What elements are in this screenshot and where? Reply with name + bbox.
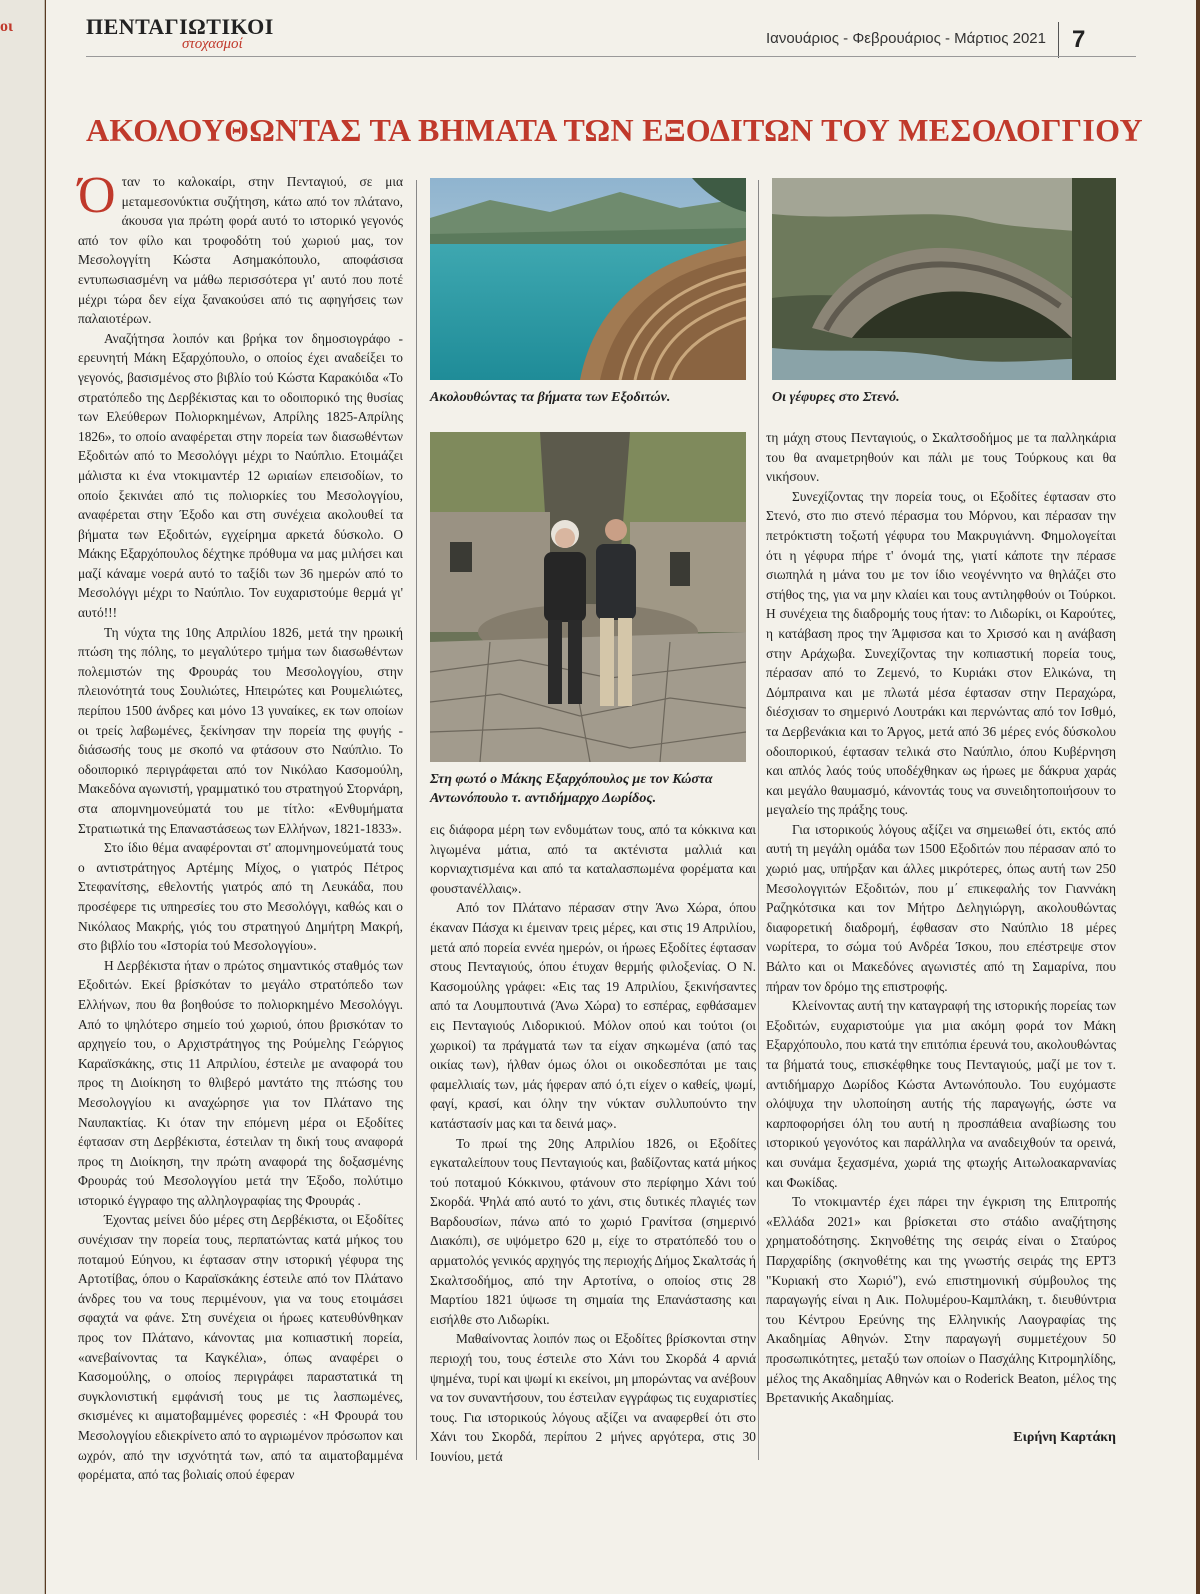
paragraph: Μαθαίνοντας λοιπόν πως οι Εξοδίτες βρίσκονται στην περιοχή του, τους έστειλε στο Χάνι του Σκορδά 4 αρνιά ψημένα, τυρί και ψωμί κι εκείνοι, μη μπορώντας να ανέβουν να τον συναντήσουν, του έστειλαν εγγράφως τις ευχαριστίες τους. Για ιστορικούς λόγους αξίζει να αναφερθεί ότι στο Χάνι του Σκορδά, περίπου 2 μήνες αργότερα, στις 30 Ιουνίου, μετά bbox=[430, 1331, 756, 1464]
village-square-portrait-image bbox=[430, 432, 746, 762]
adjacent-page-fragment: οι bbox=[0, 18, 13, 35]
bridge-photo-caption: Οι γέφυρες στο Στενό. bbox=[772, 390, 900, 405]
header-separator bbox=[1058, 22, 1059, 58]
page-number: 7 bbox=[1072, 26, 1086, 53]
masthead bbox=[86, 14, 274, 52]
paragraph: Το πρωί της 20ης Απριλίου 1826, οι Εξοδίτες εγκαταλείπουν τους Πενταγιούς και, βαδίζοντας κατά μήκος τού ποταμού Κόκκινου, φτάνουν στο περίφημο Χάνι τού Σκορδά. Ψηλά από αυτό το χάνι, στις δυτικές πλαγιές των Βαρδουσίων, πάνω από το χωριό Γρανίτσα (σημερινό Διακόπι), σε υψόμετρο 620 μ, είχε το στρατόπεδό του ο αρματολός γενικός αρχηγός της περιοχής Δήμος Σκαλτσάς ή Σκαλτσοδήμος, από την Αρτοτίνα, ο οποίος στις 28 Μαρτίου 1821 ύψωσε τη σημαία της Επανάστασης και εισήλθε στο Λιδωρίκι. bbox=[430, 1135, 756, 1327]
paragraph: Στο ίδιο θέμα αναφέρονται στ' απομνημονεύματά τους ο αντιστράτηγος Αρτέμης Μίχος, ο γιατρός Πέτρος Στεφανίτσης, εθελοντής γιατρός από τη Λευκάδα, που προσέφερε τις υπηρεσίες του στο Μεσολόγγι, καθώς και ο Νικόλαος Μακρής, γιός του στρατηγού Δημήτρη Μακρή, στο βιβλίο του «Ιστορία τού Μεσολογγίου». bbox=[78, 840, 403, 954]
masthead-brand: ΠΕΝΤΑΓΙΩΤΙΚΟΙ bbox=[86, 14, 274, 39]
paragraph: Αναζήτησα λοιπόν και βρήκα τον δημοσιογράφο - ερευνητή Μάκη Εξαρχόπουλο, ο οποίος έχει αναδείξει το γεγονός, βασισμένος στο βιβλίο τού Κώστα Καρακόιδα «Το στρατόπεδο της Δερβέκιστας και το οδοιπορικό της θυσίας των Ελεύθερων Πολιορκημένων, Απρίλης 1825-Απρίλης 1826», το οποίο αναφέρεται στην πορεία των διασωθέντων Εξοδιτών από το Μεσολόγγι μέχρι το Ναύπλιο. Ετοιμάζει μάλιστα κι ένα ντοκιμαντέρ 12 ωριαίων επεισοδίων, το οποίο ξεκινάει από τις πολιορκίες του Μεσολογγίου, αναφέρεται στην Έξοδο και στη συνέχεια ακολουθεί τα βήματα των Εξοδιτών, εγχείρημα αρκετά δύσκολο. Ο Μάκης Εξαρχόπουλος δέχτηκε πρόθυμα να μας μιλήσει και μαζί κάναμε νοερά αυτό το ταξίδι των 36 ημερών από το Μεσολόγγι μέχρι το Ναύπλιο. Τον ευχαριστούμε θερμά γι' αυτό!!! bbox=[78, 330, 403, 621]
paragraph: εις διάφορα μέρη των ενδυμάτων τους, από τα κόκκινα και λιγωμένα μάτια, από τα ακτένιστα μαλλιά και κορνιαχτισμένα και από τα καταλασπωμένα φορέματα και φουστανέλλαις». bbox=[430, 822, 756, 896]
text-column-1 bbox=[78, 167, 403, 1485]
paragraph-text: ταν το καλοκαίρι, στην Πενταγιού, σε μια μεταμεσονύκτια συζήτηση, κάτω από τον πλάτανο, άκουσα για πρώτη φορά αυτό το ιστορικό γεγονός από τον φίλο και τροφοδότη τού χωριού μας, τον Μεσολογγίτη Κώστα Ασημακόπουλο, αποφάσισα εντυπωσιασμένη να μάθω περισσότερα γι' αυτό που ποτέ μέχρι τώρα δεν είχα ξανακούσει από τις αφηγήσεις των παλαιοτέρων. bbox=[78, 174, 403, 327]
people-photo-caption: Στη φωτό ο Μάκης Εξαρχόπουλος με τον Κώστα Αντωνόπουλο τ. αντιδήμαρχο Δωρίδος. bbox=[430, 772, 713, 806]
text-column-3 bbox=[766, 428, 1116, 1408]
column-rule bbox=[416, 180, 417, 1460]
article-headline: ΑΚΟΛΟΥΘΩΝΤΑΣ ΤΑ ΒΗΜΑΤΑ ΤΩΝ ΕΞΟΔΙΤΩΝ ΤΟΥ ΜΕΣΟΛΟΓΓΙΟΥ bbox=[86, 112, 1143, 148]
paragraph: Έχοντας μείνει δύο μέρες στη Δερβέκιστα, οι Εξοδίτες συνέχισαν την πορεία τους, περπατώντας κατά μήκος του ποταμού Εύηνου, κι έφτασαν στην ιστορική γέφυρα της Αρτοτίβας, όπου ο Καραϊσκάκης έστειλε από τον Πλάτανο άνδρες του να τους περιμένουν, για να τους ετοιμάσει σφαχτά να φάνε. Στη συνέχεια οι ήρωες κατευθύνθηκαν προς τον Πλάτανο, κάνοντας μια κοπιαστική πορεία, «ανεβαίνοντας τα Καγκέλια», όπως αναφέρει ο Κασομούλης, ο οποίος περιγράφει παραστατικά τη συγκλονιστική εμφάνισή τους με τις λασπωμένες, σκισμένες κι αιματοβαμμένες φορεσιές : «Η Φρουρά του Μεσολογγίου εδιεκρίνετο από το αγριωμένον πρόσωπον και ωχρόν, από την ισχνότητά των, από τα αιματοβαμμένα φορέματα, από τας βολιαίς οπού έφεραν bbox=[78, 1212, 403, 1483]
paragraph: Κλείνοντας αυτή την καταγραφή της ιστορικής πορείας των Εξοδιτών, ευχαριστούμε για μια ακόμη φορά τον Μάκη Εξαρχόπουλο, που κατά την επιτόπια έρευνά του, ακολουθώντας τα βήματά τους, επισκέφθηκε τους Πενταγιούς, μαζί με τον τ. αντιδήμαρχο Δωρίδος Κώστα Αντωνόπουλο. Του ευχόμαστε ολόψυχα την υλοποίηση αυτής τής παραγωγής, ώστε να καρποφορήσει όλη του αυτή η προσπάθεια αναβίωσης του ιστορικού γεγονότος και παράλληλα να αναδειχθούν τα ορεινά, και συνάμα ξεχασμένα, χωριά της φτωχής Αιτωλοακαρνανίας και Φωκίδας. bbox=[766, 998, 1116, 1190]
text-column-2 bbox=[430, 820, 756, 1467]
paragraph: Τη νύχτα της 10ης Απριλίου 1826, μετά την ηρωική πτώση της πόλης, το μεγαλύτερο τμήμα των διασωθέντων πολεμιστών της Φρουράς του Μεσολογγίου, στην πλειονότητά τους Σουλιώτες, Ηπειρώτες και Ρουμελιώτες, περίπου 1500 άνδρες και μόνο 13 γυναίκες, εκ των οποίων οι τρείς λαβωμένες, ξεκίνησαν την πορεία της φυγής - διάσωσής τους με σκοπό να φτάσουν στο Ναύπλιο. Το οδοιπορικό περιγράφεται από τον Νικόλαο Κασομούλη, Μακεδόνα αγωνιστή, γραμματικό του στρατηγού Στορνάρη, στα απομνημονεύματά του με τίτλο: «Ενθυμήματα Στρατιωτικά της Επαναστάσεως των Ελλήνων, 1821-1833». bbox=[78, 624, 403, 836]
paragraph: Συνεχίζοντας την πορεία τους, οι Εξοδίτες έφτασαν στο Στενό, στο πιο στενό πέρασμα του Μόρνου, και πέρασαν την πετρόκτιστη τοξωτή γέφυρα του Μακρυγιάννη. Φημολογείται ότι η γέφυρα πήρε τ' όνομά της, γιατί κάποτε την πέρασε σιωπηλά η μάνα του με τον ίδιο νεογέννητο να θηλάζει στο στήθος της, για να μην κλαίει και τους αντιληφθούν οι Τούρκοι. Η συνέχεια της διαδρομής τους ήταν: το Λιδωρίκι, οι Καρούτες, η κατάβαση προς την Άμφισσα και το Χρισσό και η ανάβαση στην Αράχωβα. Συνεχίζοντας την κοπιαστική πορεία τους, πέρασαν από το Ζεμενό, το Κυριάκι στον Ελικώνα, τη Δόμπραινα και με πλωτά μέσα έφτασαν στην Περαχώρα, διέσχισαν το σημερινό Λουτράκι και περνώντας από τον Ισθμό, τα Δερβενάκια και το Άργος, μετά από 36 μέρες ενός δύσκολου οδοιπορικού, έφτασαν τελικά στο Ναύπλιο, όπου Κυβέρνηση και απλός λαός τούς υποδέχθηκαν ως ήρωες με δάκρυα χαράς και μεγάλο θαυμασμό, κάνοντάς τους να συνειδητοποιήσουν το μεγαλείο της πράξης τους. bbox=[766, 488, 1116, 818]
bridge-photo bbox=[772, 178, 1116, 380]
stone-bridge-image bbox=[772, 178, 1116, 380]
paragraph: Από τον Πλάτανο πέρασαν στην Άνω Χώρα, όπου έκαναν Πάσχα κι έμειναν τρεις μέρες, και στις 19 Απριλίου, μετά από πορεία εννέα ημερών, οι ήρωες Εξοδίτες έφτασαν στους Πενταγιούς, όπου έτυχαν θερμής φιλοξενίας. Ο Ν. Κασομούλης γράφει: «Εις τας 19 Απριλίου, ξεκινήσαντες από τα Λουμπουτινά (Άνω Χώρα) το εσπέρας, εφθάσαμεν εις Πενταγιούς Λιδορικιού. Μόλον οπού και τούτοι (οι χωρικοί) τα πράγματά των τα είχαν σηκωμένα (από τας οικίας των), ήλθαν όμως όλοι οι οικοδεσπόται με ταις φαμελλιαίς των, μάς ήφεραν από ό,τι είχεν ο καθείς, ψωμί, φαγί, κρασί, και όλην την νύκταν συλλυπούντο την κατάστασίν μας και τα δεινά μας». bbox=[430, 900, 756, 1131]
author-signature: Ειρήνη Καρτάκη bbox=[1013, 1430, 1116, 1445]
lake-photo-caption: Ακολουθώντας τα βήματα των Εξοδιτών. bbox=[430, 390, 671, 405]
lake-photo bbox=[430, 178, 746, 380]
newspaper-page bbox=[46, 0, 1196, 1594]
lake-landscape-image bbox=[430, 178, 746, 380]
paragraph bbox=[78, 167, 403, 329]
column-rule bbox=[758, 180, 759, 1460]
paragraph: Η Δερβέκιστα ήταν ο πρώτος σημαντικός σταθμός των Εξοδιτών. Εκεί βρίσκόταν το μεγάλο στρατόπεδο των Ελλήνων, που θα βοηθούσε το πολιορκημένο Μεσολόγγι. Από το ψηλότερο σημείο τού χωριού, όπου βρισκόταν το αρχηγείο του, ο Αρχιστράτηγος της Ρούμελης Γεώργιος Καραϊσκάκης, στις 11 Απριλίου, έστειλε με αναφορά του προς τη Διοίκηση το θλιβερό μαντάτο της πτώσης του Μεσολογγίου κι αναχώρησε για τον Πλάτανο της Ναυπακτίας. Κι όταν την επόμενη μέρα οι Εξοδίτες έφτασαν στη Δερβέκιστα, έστειλαν τη δική τους αναφορά προς τη Διοίκηση, την πρώτη αναφορά της δοξασμένης Φρουράς τού Μεσολογγίου μετά την Έξοδο, πολύτιμο ιστορικό έγγραφο της αλληλογραφίας της Φρουράς . bbox=[78, 957, 403, 1208]
paragraph: Για ιστορικούς λόγους αξίζει να σημειωθεί ότι, εκτός από αυτή τη μεγάλη ομάδα των 1500 Εξοδιτών που πέρασαν από το χωριό μας, υπήρξαν και άλλες μικρότερες, όπως αυτή των 250 Μεσολογγιτών Εξοδιτών, που μ΄ επικεφαλής τον Γιαννάκη Ραζηκότσικα και τον Μήτρο Δεληγιώργη, ακολουθώντας διαφορετική διαδρομή, έφθασαν στο Ναύπλιο 18 μέρες νωρίτερα, το σώμα τού Ανδρέα Ίσκου, που επέστρεψε στον Βάλτο και οι Μακεδόνες αγωνιστές από τη Σαμαρίνα, που πήραν τον δρόμο της επιστροφής. bbox=[766, 821, 1116, 994]
people-photo bbox=[430, 432, 746, 762]
header-rule bbox=[86, 56, 1136, 57]
issue-date: Ιανουάριος - Φεβρουάριος - Μάρτιος 2021 bbox=[766, 30, 1046, 47]
masthead-subtitle: στοχασμοί bbox=[182, 36, 243, 52]
paragraph: Το ντοκιμαντέρ έχει πάρει την έγκριση της Επιτροπής «Ελλάδα 2021» και βρίσκεται στο στάδιο αναζήτησης χρηματοδότησης. Σκηνοθέτης της σειράς είναι ο Σταύρος Παρχαρίδης (σκηνοθέτης και της γνωστής σειράς της ΕΡΤ3 "Κυριακή στο Χωριό"), ενώ επιστημονική σύμβουλος της παραγωγής είναι η Αικ. Πολυμέρου-Καμπλάκη, τ. διευθύντρια του Κέντρου Ερεύνης της Ελληνικής Λαογραφίας της Ακαδημίας Αθηνών. Στην παραγωγή συμμετέχουν 50 προσωπικότητες, μεταξύ των οποίων ο Πασχάλης Κιτρομηλίδης, μέλος της Ακαδημίας Αθηνών και ο Roderick Beaton, μέλος της Βρετανικής Ακαδημίας. bbox=[766, 1194, 1116, 1406]
drop-cap: Ό bbox=[78, 167, 116, 224]
paragraph: τη μάχη στους Πενταγιούς, ο Σκαλτσοδήμος με τα παλληκάρια του θα αναμετρηθούν και πάλι με τους Τούρκους και θα νικήσουν. bbox=[766, 430, 1116, 485]
adjacent-page-strip bbox=[0, 0, 45, 1594]
